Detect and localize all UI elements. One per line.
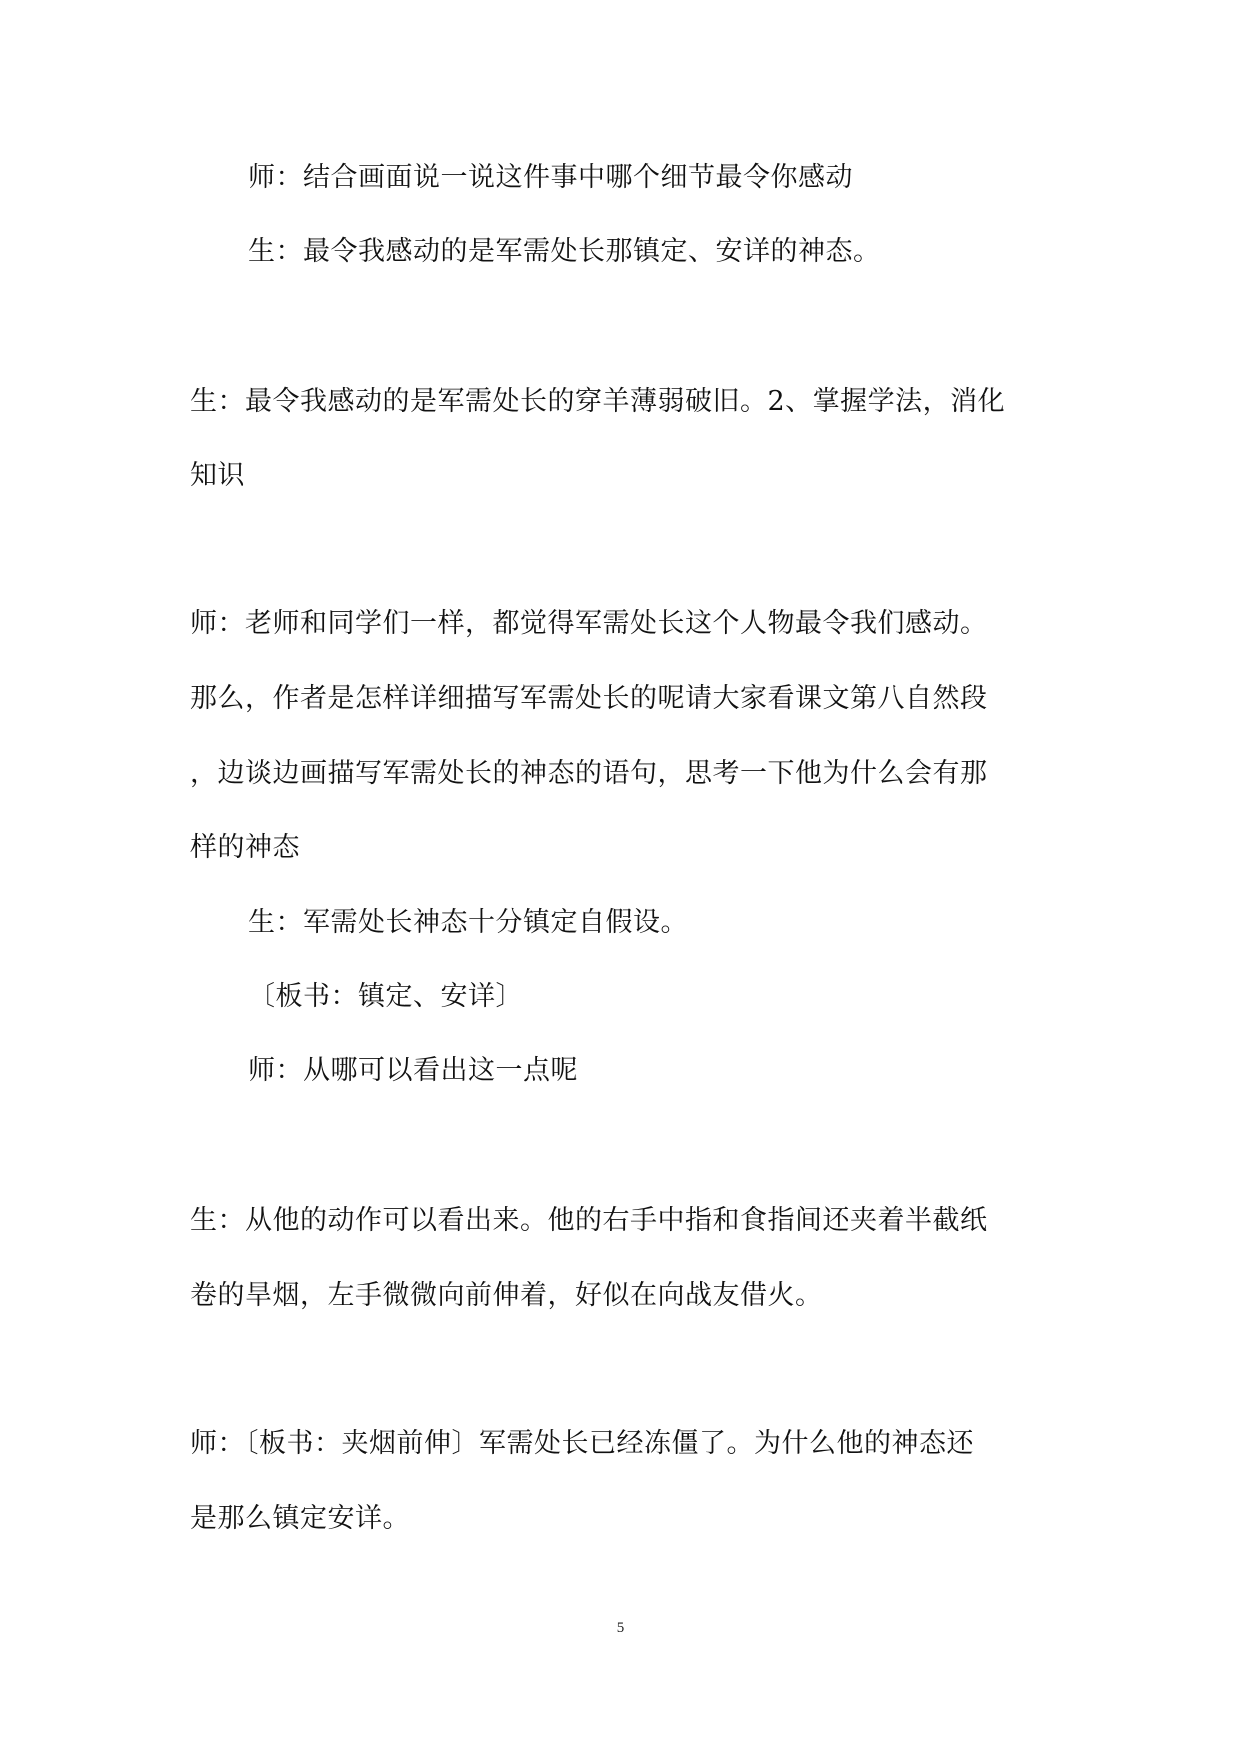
dialogue-line: 师：从哪可以看出这一点呢 <box>248 1055 578 1086</box>
dialogue-line: 样的神态 <box>190 832 300 863</box>
dialogue-line: 那么，作者是怎样详细描写军需处长的呢请大家看课文第八自然段 <box>190 683 988 714</box>
dialogue-line: 是那么镇定安详。 <box>190 1503 410 1534</box>
dialogue-line: 师：结合画面说一说这件事中哪个细节最令你感动 <box>248 162 853 193</box>
dialogue-line: 生：军需处长神态十分镇定自假设。 <box>248 907 688 938</box>
dialogue-line: 师：〔板书：夹烟前伸〕军需处长已经冻僵了。为什么他的神态还 <box>190 1428 974 1459</box>
dialogue-line: 〔板书：镇定、安详〕 <box>248 981 523 1012</box>
page-number: 5 <box>616 1620 625 1636</box>
dialogue-line: 卷的旱烟，左手微微向前伸着，好似在向战友借火。 <box>190 1280 823 1311</box>
dialogue-line: 生：最令我感动的是军需处长的穿羊薄弱破旧。2、掌握学法，消化 <box>190 386 1006 417</box>
dialogue-line: 师：老师和同学们一样，都觉得军需处长这个人物最令我们感动。 <box>190 608 988 639</box>
dialogue-line: 生：最令我感动的是军需处长那镇定、安详的神态。 <box>248 236 881 267</box>
dialogue-line: ，边谈边画描写军需处长的神态的语句，思考一下他为什么会有那 <box>190 758 988 789</box>
dialogue-line: 生：从他的动作可以看出来。他的右手中指和食指间还夹着半截纸 <box>190 1205 988 1236</box>
dialogue-line: 知识 <box>190 460 245 491</box>
